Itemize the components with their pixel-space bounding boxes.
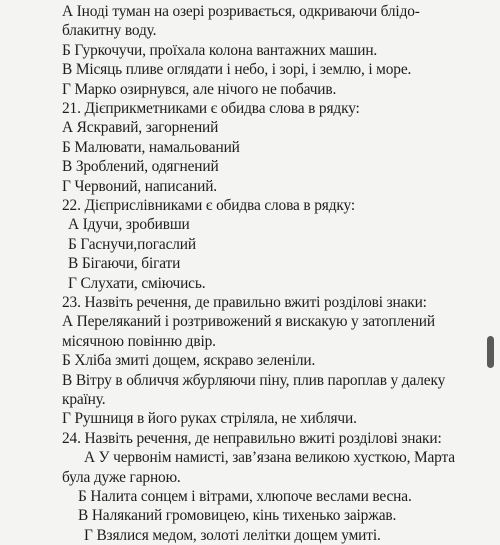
q21-option-a: А Яскравий, загорнений [62, 119, 219, 137]
q23-option-d: Г Рушниця в його руках стріляла, не хиблячи. [62, 410, 357, 428]
q23-option-a: А Переляканий і розтривожений я вискакую у затоплений [62, 313, 435, 331]
q23-option-a-cont: місячною повінню двір. [62, 332, 216, 350]
q20-option-b: Б Гуркочучи, проїхала колона вантажних машин. [62, 41, 378, 59]
q20-option-a-cont: блакитну воду. [62, 22, 157, 40]
q20-option-a: А Іноді туман на озері розривається, одкриваючи блідо- [62, 3, 420, 20]
q22-option-c: В Бігаючи, бігати [68, 255, 181, 273]
q24-title: 24. Назвіть речення, де неправильно вжиті розділові знаки: [62, 429, 442, 447]
q21-option-c: В Зроблений, одягнений [62, 158, 219, 176]
q24-option-c: В Наляканий громовицею, кінь тихенько заіржав. [78, 507, 397, 525]
q21-option-b: Б Малювати, намальований [62, 138, 240, 156]
q21-title: 21. Дієприкметниками є обидва слова в рядку: [62, 100, 360, 117]
q22-title: 22. Дієприслівниками є обидва слова в рядку: [62, 197, 355, 214]
q24-option-d: Г Взялися медом, золоті лелітки дощем умиті. [84, 526, 381, 544]
q20-option-c: В Місяць пливе оглядати і небо, і зорі, і землю, і море. [62, 61, 412, 79]
q20-option-d: Г Марко озирнувся, але нічого не побачив. [62, 80, 337, 98]
q22-option-a: А Ідучи, зробивши [68, 216, 190, 234]
q23-option-b: Б Хліба змиті дощем, яскраво зеленіли. [62, 352, 316, 370]
q22-option-b: Б Гаснучи,погаслий [68, 235, 196, 253]
q24-option-a-cont: була дуже гарною. [62, 468, 181, 486]
q23-option-c-cont: країну. [62, 391, 106, 408]
q22-option-d: Г Слухати, сміючись. [68, 274, 206, 292]
q23-title: 23. Назвіть речення, де правильно вжиті розділові знаки: [62, 294, 427, 311]
scrollbar-thumb[interactable] [487, 336, 494, 368]
q23-option-c: В Вітру в обличчя жбурляючи піну, плив пароплав у далеку [62, 371, 446, 389]
q24-option-a: А У червонім намисті, зав’язана великою хусткою, Марта [84, 449, 455, 467]
q21-option-d: Г Червоний, написаний. [62, 177, 217, 195]
q24-option-b: Б Налита сонцем і вітрами, хлюпоче веслами весна. [78, 488, 412, 505]
